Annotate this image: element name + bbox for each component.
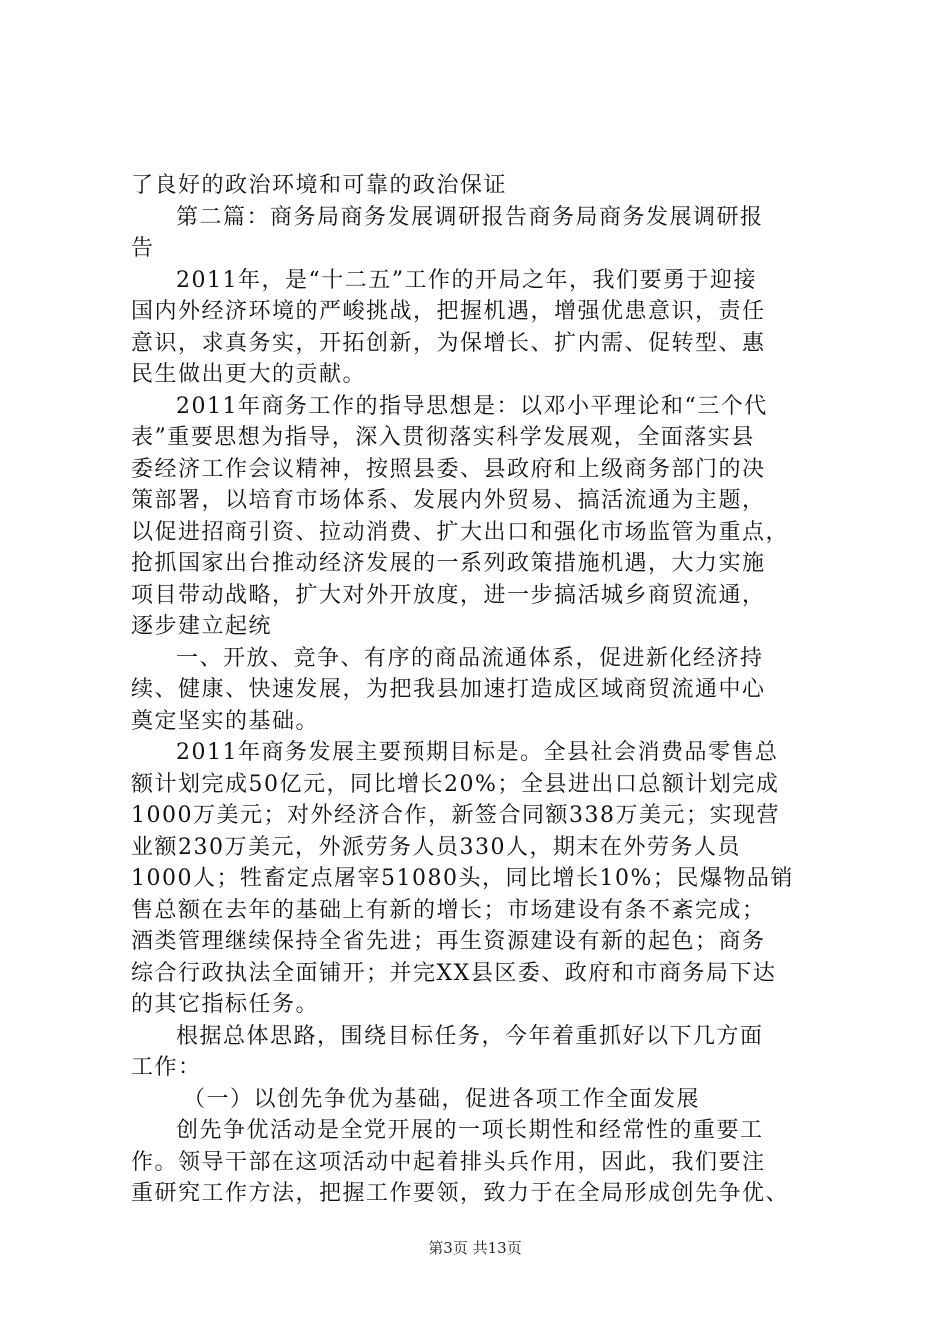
text-line: 2011年，是“十二五”工作的开局之年，我们要勇于迎接 — [176, 267, 757, 293]
text-line: 售总额在去年的基础上有新的增长；市场建设有条不紊完成； — [131, 897, 766, 923]
text-line: 奠定坚实的基础。 — [131, 708, 320, 734]
text-line: 1000万美元；对外经济合作，新签合同额338万美元；实现营 — [131, 803, 780, 828]
text-line: 的其它指标任务。 — [131, 992, 320, 1017]
text-line: 项目带动战略，扩大对外开放度，进一步搞活城乡商贸流通， — [131, 582, 766, 608]
text-line: 根据总体思路，围绕目标任务，今年着重抓好以下几方面 — [176, 1023, 764, 1049]
text-line: 民生做出更大的贡献。 — [131, 362, 367, 387]
text-line: 策部署，以培育市场体系、发展内外贸易、搞活流通为主题， — [131, 488, 766, 513]
document-body — [131, 170, 843, 1210]
text-line: 综合行政执法全面铺开；并完XX县区委、政府和市商务局下达 — [131, 960, 777, 986]
text-line: 1000人；牲畜定点屠宰51080头，同比增长10%；民爆物品销 — [131, 866, 794, 891]
subsection-heading: （一）以创先争优为基础，促进各项工作全面发展 — [183, 1086, 701, 1112]
text-line: 国内外经济环境的严峻挑战，把握机遇，增强优患意识，责任 — [131, 299, 766, 324]
page-number-footer: 第3页 共13页 — [428, 1239, 522, 1257]
text-line: 抢抓国家出台推动经济发展的一系列政策措施机遇，大力实施 — [131, 551, 766, 576]
text-line: 委经济工作会议精神，按照县委、县政府和上级商务部门的决 — [131, 456, 766, 482]
text-line: 作。领导干部在这项活动中起着排头兵作用，因此，我们要注 — [131, 1149, 766, 1175]
text-line: 重研究工作方法，把握工作要领，致力于在全局形成创先争优、 — [131, 1181, 790, 1206]
text-line: 工作： — [131, 1055, 202, 1080]
text-line: 2011年商务工作的指导思想是：以邓小平理论和“三个代 — [176, 393, 768, 419]
text-line: 告 — [131, 236, 155, 261]
text-line: 续、健康、快速发展，为把我县加速打造成区域商贸流通中心 — [131, 677, 766, 702]
text-line: 以促进招商引资、拉动消费、扩大出口和强化市场监管为重点， — [131, 519, 790, 545]
section-heading: 第二篇：商务局商务发展调研报告商务局商务发展调研报 — [176, 204, 764, 230]
text-line: 意识，求真务实，开拓创新，为保增长、扩内需、促转型、惠 — [131, 330, 766, 356]
text-line: 了良好的政治环境和可靠的政治保证 — [131, 173, 508, 198]
text-line: 逐步建立起统 — [131, 614, 273, 639]
text-line: 一、开放、竞争、有序的商品流通体系，促进新化经济持 — [176, 645, 764, 671]
text-line: 表”重要思想为指导，深入贯彻落实科学发展观，全面落实县 — [131, 425, 755, 450]
text-line: 业额230万美元，外派劳务人员330人，期末在外劳务人员 — [131, 834, 741, 860]
text-line: 酒类管理继续保持全省先进；再生资源建设有新的起色；商务 — [131, 929, 766, 954]
text-line: 额计划完成50亿元，同比增长20%；全县进出口总额计划完成 — [131, 771, 780, 797]
text-line: 2011年商务发展主要预期目标是。全县社会消费品零售总 — [176, 740, 779, 765]
text-line: 创先争优活动是全党开展的一项长期性和经常性的重要工 — [176, 1118, 764, 1143]
